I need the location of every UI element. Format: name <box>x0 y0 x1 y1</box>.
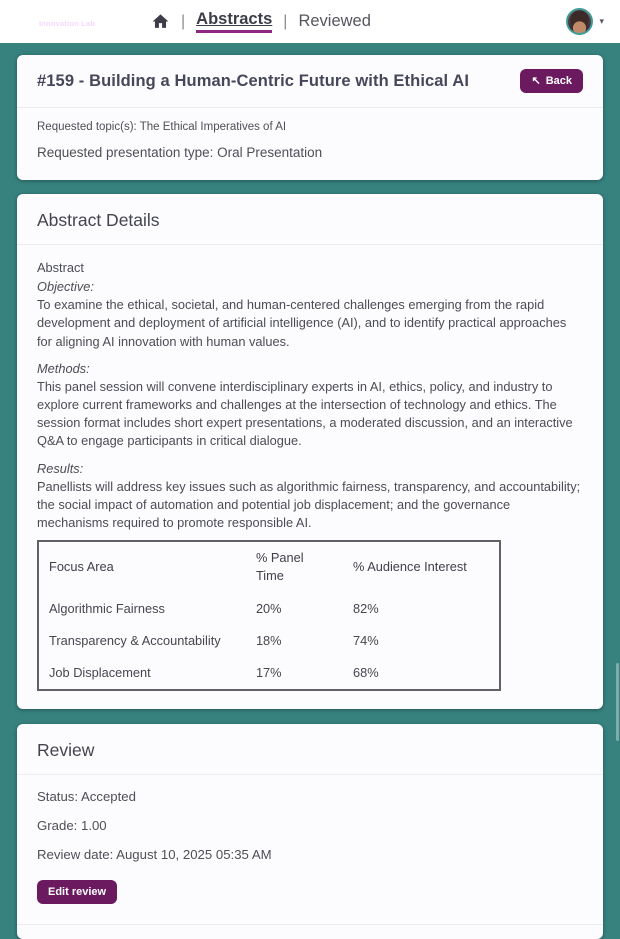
requested-topics-text: Requested topic(s): The Ethical Imperatives of AI <box>37 121 287 133</box>
cell-audience-interest: 68% <box>352 664 379 680</box>
user-menu[interactable] <box>566 8 604 35</box>
top-navigation-bar <box>0 0 620 43</box>
column-header-panel-time: % Panel Time <box>255 550 304 584</box>
review-heading: Review <box>37 739 95 760</box>
chevron-down-icon: ▾ <box>599 16 604 26</box>
cell-audience-interest: 82% <box>352 600 379 616</box>
review-card <box>17 724 603 939</box>
methods-text: This panel session will convene interdisciplinary experts in AI, ethics, policy, and industry to explore current frameworks and challenges at the intersection of technology and ethics. The session format includes short expert presentations, a moderated discussion, and an interactive Q&A to engage participants in critical dialogue. <box>37 378 573 449</box>
review-status-text: Status: Accepted <box>37 788 136 804</box>
table-row <box>38 625 500 657</box>
user-avatar[interactable] <box>566 8 593 35</box>
focus-area-table <box>37 540 501 691</box>
arrow-up-left-icon: ↖ <box>531 74 541 87</box>
nav-separator: | <box>283 12 288 30</box>
requested-presentation-type-text: Requested presentation type: Oral Presentation <box>37 145 323 160</box>
back-button[interactable] <box>520 69 583 93</box>
objective-heading: Objective: <box>37 279 94 295</box>
logo-text-line2: Innovation Lab <box>39 18 96 28</box>
column-header-focus-area: Focus Area <box>49 559 114 575</box>
logo-tagline-decoration <box>39 30 91 32</box>
review-date-text: Review date: August 10, 2025 05:35 AM <box>37 846 272 862</box>
abstract-label: Abstract <box>37 260 84 275</box>
event-logo[interactable] <box>5 8 127 36</box>
back-button-label: Back <box>545 75 572 87</box>
cell-panel-time: 18% <box>255 632 282 648</box>
edit-review-button-label: Edit review <box>48 885 107 898</box>
logo-text-line1: Experience <box>39 10 82 19</box>
cell-audience-interest: 74% <box>352 632 379 648</box>
abstract-details-card <box>17 194 603 709</box>
abstract-title-card <box>17 55 603 180</box>
edit-review-button[interactable] <box>37 880 117 904</box>
cell-panel-time: 17% <box>255 664 282 680</box>
results-text: Panellists will address key issues such as algorithmic fairness, transparency, and accountability; the social impact of automation and potential job displacement; and the governance mechanisms required to promote responsible AI. <box>37 478 581 531</box>
column-header-audience-interest: % Audience Interest <box>352 559 467 575</box>
methods-heading: Methods: <box>37 360 90 376</box>
cell-focus-area: Algorithmic Fairness <box>49 600 165 616</box>
table-header-row <box>38 541 500 592</box>
card-footer-space <box>17 925 603 939</box>
page-title: #159 - Building a Human-Centric Future with Ethical AI <box>37 71 470 90</box>
nav-separator: | <box>181 12 186 30</box>
cell-focus-area: Job Displacement <box>49 664 151 680</box>
cell-focus-area: Transparency & Accountability <box>49 632 221 648</box>
vertical-scrollbar[interactable] <box>616 663 619 741</box>
nav-tab-abstracts[interactable]: Abstracts <box>196 10 272 33</box>
main-nav <box>151 10 371 33</box>
table-row <box>38 593 500 625</box>
cell-panel-time: 20% <box>255 600 282 616</box>
review-grade-text: Grade: 1.00 <box>37 817 107 833</box>
home-icon[interactable] <box>151 12 170 31</box>
abstract-details-heading: Abstract Details <box>37 210 160 230</box>
nav-tab-reviewed[interactable]: Reviewed <box>298 12 371 30</box>
results-heading: Results: <box>37 460 84 476</box>
objective-text: To examine the ethical, societal, and human-centered challenges emerging from the rapid development and deployment of artificial intelligence (AI), and to identify practical approaches for aligning AI innovation with human values. <box>37 297 567 349</box>
table-row <box>38 657 500 690</box>
